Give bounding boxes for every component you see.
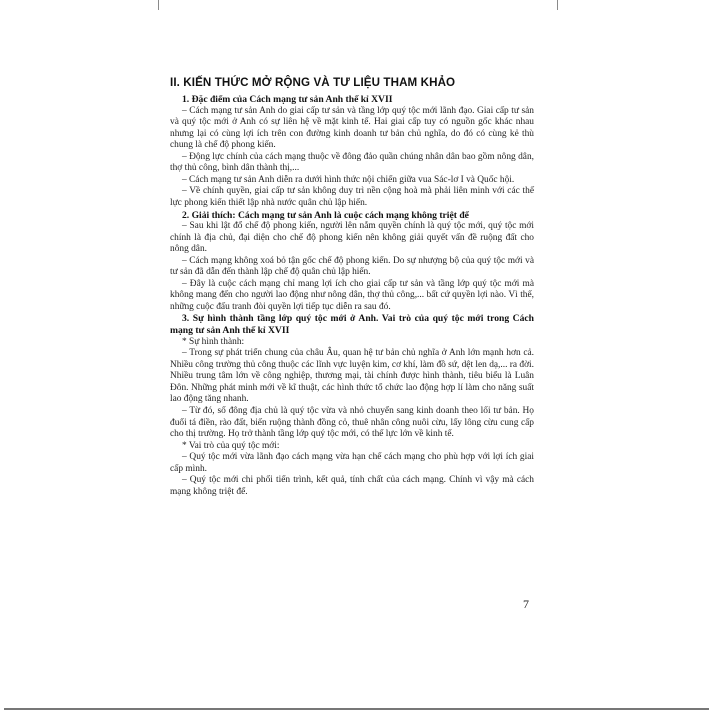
paragraph: – Động lực chính của cách mạng thuộc về đông đảo quần chúng nhân dân bao gồm nông dân, thợ thủ công, bình dân thành thị,... (170, 151, 534, 174)
paragraph: – Về chính quyền, giai cấp tư sản không duy trì nền cộng hoà mà phải liên minh với các thế lực phong kiến thiết lập nhà nước quân chủ lập hiến. (170, 186, 534, 208)
paragraph: * Vai trò của quý tộc mới: (182, 440, 280, 451)
subsection-title: 2. Giải thích: Cách mạng tư sản Anh là cuộc cách mạng không triệt để (182, 209, 469, 221)
subsection-title: 1. Đặc điểm của Cách mạng tư sản Anh thế kỉ XVII (182, 94, 393, 105)
section-3 (170, 313, 534, 498)
subsection-title: 3. Sự hình thành tầng lớp quý tộc mới ở Anh. Vai trò của quý tộc mới trong Cách mạng tư sản Anh thế kỉ XVII (170, 313, 534, 337)
paragraph: – Đây là cuộc cách mạng chỉ mang lợi ích cho giai cấp tư sản và tầng lớp quý tộc mới mà không mang đến cho người lao động như nông dân, thợ thủ công,... bất cứ quyền lợi nào. Vì thế, những cuộc đấu tranh đòi quyền lợi tiếp tục diễn ra sau đó. (170, 278, 534, 312)
paragraph: – Cách mạng không xoá bỏ tận gốc chế độ phong kiến. Do sự nhượng bộ của quý tộc mới và tư sản đã dẫn đến thành lập chế độ quân chủ lập hiến. (170, 255, 534, 278)
paragraph: – Cách mạng tư sản Anh do giai cấp tư sản và tầng lớp quý tộc mới lãnh đạo. Giai cấp tư sản và quý tộc mới ở Anh có sự liên hệ về mặt kinh tế. Hai giai cấp tuy có nguồn gốc khác nhau nhưng lại có cùng lợi ích trên con đường kinh doanh tư bản chủ nghĩa, do đó có cùng kẻ thù chung là chế độ phong kiến. (170, 105, 534, 151)
paragraph: – Quý tộc mới chi phối tiến trình, kết quả, tính chất của cách mạng. Chính vì vậy mà cách mạng không triệt để. (170, 475, 534, 497)
section-2 (170, 210, 534, 314)
scan-frame-top (158, 0, 558, 10)
paragraph: – Trong sự phát triển chung của châu Âu, quan hệ tư bản chủ nghĩa ở Anh lớn mạnh hơn cả. Nhiều công trường thủ công thuộc các lĩnh vực luyện kim, cơ khí, làm đồ sứ, dệt len dạ,... ra đời. Nhiều trung tâm lớn về công nghiệp, thương mại, tài chính được hình thành, tiêu biểu là Luân Đôn. Những phát minh mới về kĩ thuật, các hình thức tổ chức lao động hợp lí làm cho năng suất lao động tăng nhanh. (170, 348, 534, 405)
paragraph: – Cách mạng tư sản Anh diễn ra dưới hình thức nội chiến giữa vua Sác-lơ I và Quốc hội. (182, 174, 515, 185)
document-page (170, 76, 534, 498)
paragraph: – Từ đó, số đông địa chủ là quý tộc vừa và nhỏ chuyển sang kinh doanh theo lối tư bản. Họ đuổi tá điền, rào đất, biến ruộng thành đồng cỏ, thuê nhân công nuôi cừu, lấy lông cừu cung cấp cho thị trường. Họ trở thành tầng lớp quý tộc mới, có thế lực lớn về kinh tế. (170, 405, 534, 440)
scan-frame-bottom (4, 708, 709, 710)
section-heading: II. KIẾN THỨC MỞ RỘNG VÀ TƯ LIỆU THAM KHẢO (170, 76, 456, 89)
paragraph: – Sau khi lật đổ chế độ phong kiến, người lên nắm quyền chính là quý tộc mới, quý tộc mới chính là địa chủ, đại diện cho chế độ phong kiến nên không giải quyết vấn đề ruộng đất cho nông dân. (170, 221, 534, 255)
paragraph: – Quý tộc mới vừa lãnh đạo cách mạng vừa hạn chế cách mạng cho phù hợp với lợi ích giai cấp mình. (170, 452, 534, 474)
section-1 (170, 94, 534, 210)
paragraph: * Sự hình thành: (182, 336, 245, 347)
page-number: 7 (523, 597, 529, 611)
